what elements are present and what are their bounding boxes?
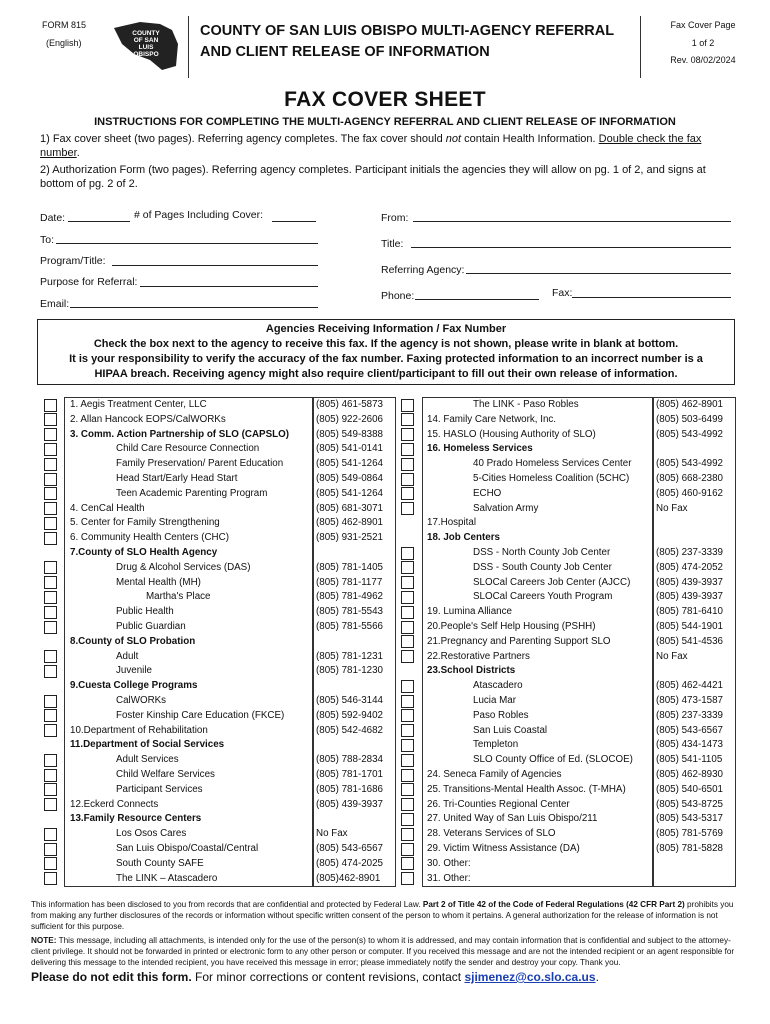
right-checkbox[interactable] [401,458,414,471]
date-label: Date: [40,212,66,224]
right-checkbox[interactable] [401,783,414,796]
right-agency-fax: (805) 543-6567 [656,724,723,736]
left-agency-name: Los Osos Cares [116,828,187,840]
left-agency-name: Drug & Alcohol Services (DAS) [116,561,251,573]
right-agency-name: 14. Family Care Network, Inc. [427,413,557,425]
left-agency-fax: (805) 781-4962 [316,591,383,603]
right-agency-name: 30. Other: [427,857,471,869]
left-agency-name: 2. Allan Hancock EOPS/CalWORKs [70,413,226,425]
right-agency-name: SLOCal Careers Youth Program [473,591,613,603]
left-checkbox[interactable] [44,517,57,530]
left-agency-fax: (805) 592-9402 [316,709,383,721]
disclaimer-regulation: Part 2 of Title 42 of the Code of Federal Regulations (42 CFR Part 2) [422,900,685,909]
left-agency-fax: (805) 462-8901 [316,517,383,529]
right-agency-name: Lucia Mar [473,695,517,706]
instruction-text: 1) Fax cover sheet (two pages). Referring agency completes. The fax cover should [40,133,446,145]
from-field[interactable] [413,221,731,222]
right-agency-fax: (805) 543-4992 [656,458,723,470]
right-agency-name: DSS - South County Job Center [473,561,612,573]
right-agency-name: 26. Tri-Counties Regional Center [427,798,570,810]
right-checkbox[interactable] [401,754,414,767]
footer-bold: Please do not edit this form. [31,970,192,984]
instruction-text: . [76,147,80,159]
left-agency-fax: (805) 781-1405 [316,561,383,573]
right-agency-fax: (805) 474-2052 [656,561,723,573]
right-checkbox[interactable] [401,428,414,441]
left-agency-name: Child Care Resource Connection [116,443,260,455]
right-agency-fax: (805) 543-5317 [656,813,723,825]
left-agency-name: 4. CenCal Health [70,502,145,514]
right-agency-name: 40 Prado Homeless Services Center [473,458,632,470]
agencies-box-line3: HIPAA breach. [94,368,173,380]
left-agency-fax: No Fax [316,828,348,840]
page-title: FAX COVER SHEET [284,88,486,111]
left-agency-fax: (805) 549-0864 [316,473,383,484]
disclaimer-paragraph [31,899,743,932]
phone-label: Phone: [381,290,415,302]
right-agency-name: 24. Seneca Family of Agencies [427,769,562,780]
form-title-line1: COUNTY OF SAN LUIS OBISPO MULTI-AGENCY REFERRAL [200,23,615,39]
left-agency-name: The LINK – Atascadero [116,872,218,884]
left-agency-name: Teen Academic Parenting Program [116,487,268,499]
right-agency-name: SLO County Office of Ed. (SLOCOE) [473,754,633,766]
right-checkbox[interactable] [401,606,414,619]
logo-text: OBISPO [133,51,159,58]
right-agency-name: 15. HASLO (Housing Authority of SLO) [427,428,596,440]
right-agency-fax: (805) 781-5828 [656,843,723,854]
left-agency-fax: (805) 931-2521 [316,532,383,544]
right-checkbox[interactable] [401,680,414,693]
right-checkbox[interactable] [401,399,414,412]
right-agency-name: 27. United Way of San Luis Obispo/211 [427,813,598,825]
right-agency-fax: No Fax [656,502,688,514]
right-checkbox[interactable] [401,635,414,648]
left-checkbox[interactable] [44,754,57,767]
email-field[interactable] [70,307,318,308]
instructions-title: INSTRUCTIONS FOR COMPLETING THE MULTI-AGENCY REFERRAL AND CLIENT RELEASE OF INFORMATION [94,116,676,128]
note-text: This message, including all attachments, is intended only for the use of the person(s) to whom it is addressed, and may contain information that is confidential and subject to the attorney-client privilege. It should not be forwarded in printed or electronic form to any other person or computer. If you received this message and are not the intended recipient or an agent responsible for delivering this message to the intended recipient, you have received this message in error; please immediately notify the sender and destroy your copy. Thank you. [31,936,735,967]
right-agency-fax: (805) 237-3339 [656,547,723,558]
right-checkbox[interactable] [401,621,414,634]
left-checkbox[interactable] [44,828,57,841]
left-agency-name: Foster Kinship Care Education (FKCE) [116,709,285,721]
left-agency-fax: (805) 549-8388 [316,428,383,440]
right-agency-name: Templeton [473,739,519,751]
footer-text: For minor corrections or content revisions, contact [191,970,465,984]
left-agency-fax: (805) 439-3937 [316,798,383,810]
right-agency-fax: No Fax [656,650,688,662]
left-agency-fax: (805) 541-1264 [316,458,383,470]
left-agency-name: 12.Eckerd Connects [70,798,159,810]
revision-date: Rev. 08/02/2024 [670,55,736,65]
left-agency-fax: (805) 546-3144 [316,695,383,706]
left-checkbox[interactable] [44,428,57,441]
left-agency-fax: (805) 781-1231 [316,650,383,662]
right-agency-name: DSS - North County Job Center [473,547,611,558]
right-agency-name: 5-Cities Homeless Coalition (5CHC) [473,473,630,484]
left-agency-fax: (805) 781-5566 [316,621,383,632]
right-agency-fax: (805) 543-8725 [656,798,723,810]
email-label: Email: [40,298,70,310]
left-checkbox[interactable] [44,458,57,471]
left-agency-name: Martha's Place [146,591,211,603]
right-checkbox[interactable] [401,828,414,841]
instruction-underline: Double check the fax number [40,133,702,159]
program-label: Program/Title: [40,255,106,267]
left-agency-name: Child Welfare Services [116,769,215,780]
left-agency-fax: (805) 788-2834 [316,754,383,766]
right-agency-fax: (805) 462-4421 [656,680,723,692]
left-agency-fax: (805) 781-1230 [316,665,383,677]
left-checkbox[interactable] [44,606,57,619]
referring-agency-label: Referring Agency: [381,264,465,276]
form-language: (English) [46,38,82,48]
left-checkbox[interactable] [44,665,57,678]
left-checkbox[interactable] [44,473,57,486]
right-checkbox[interactable] [401,739,414,752]
agencies-box-line2: It is your responsibility to verify the accuracy of the fax number. Faxing protected information to an incorrect number is a [69,353,703,365]
right-checkbox[interactable] [401,487,414,500]
right-checkbox[interactable] [401,561,414,574]
left-agency-name: 11.Department of Social Services [70,739,225,751]
purpose-label: Purpose for Referral: [40,276,138,288]
left-agency-name: Public Guardian [116,621,186,632]
purpose-field[interactable] [140,286,318,287]
right-agency-name: Paso Robles [473,709,529,721]
left-agency-name: San Luis Obispo/Coastal/Central [116,843,259,854]
right-agency-name: 29. Victim Witness Assistance (DA) [427,843,580,854]
left-checkbox[interactable] [44,591,57,604]
header-divider [640,16,641,78]
left-agency-fax: (805) 461-5873 [316,399,383,410]
left-checkbox[interactable] [44,487,57,500]
left-agency-name: 8.County of SLO Probation [70,635,196,647]
left-agency-name: Family Preservation/ Parent Education [116,458,284,470]
right-agency-name: Atascadero [473,680,523,692]
left-checkbox[interactable] [44,724,57,737]
right-agency-fax: (805) 434-1473 [656,739,723,751]
left-agency-name: 10.Department of Rehabilitation [70,724,208,736]
right-agency-name: 20.People's Self Help Housing (PSHH) [427,621,596,632]
page-label: Fax Cover Page [670,20,736,30]
right-checkbox[interactable] [401,872,414,885]
right-checkbox[interactable] [401,413,414,426]
left-agency-name: Juvenile [116,665,152,677]
right-agency-fax: (805) 543-4992 [656,428,723,440]
right-checkbox[interactable] [401,709,414,722]
left-agency-name: South County SAFE [116,857,204,869]
right-agency-name: San Luis Coastal [473,724,548,736]
date-field[interactable] [68,221,130,222]
right-agency-fax: (805) 439-3937 [656,591,723,603]
left-checkbox[interactable] [44,443,57,456]
from-label: From: [381,212,409,224]
right-agency-fax: (805) 541-1105 [656,754,723,766]
left-agency-name: 9.Cuesta College Programs [70,680,198,692]
left-agency-fax: (805) 541-0141 [316,443,383,455]
left-checkbox[interactable] [44,843,57,856]
left-checkbox[interactable] [44,413,57,426]
left-agency-name: 13.Family Resource Centers [70,813,202,825]
left-checkbox[interactable] [44,857,57,870]
program-field[interactable] [112,265,318,266]
right-checkbox[interactable] [401,650,414,663]
left-agency-name: 6. Community Health Centers (CHC) [70,532,229,544]
instruction-emphasis: not [445,133,462,145]
left-agency-name: Participant Services [116,783,203,795]
phone-field[interactable] [415,299,539,300]
right-agency-fax: (805) 540-6501 [656,783,723,795]
left-checkbox[interactable] [44,576,57,589]
agencies-box-line3-bold: Receiving agency might also require client/participant to fill out their own release of information. [172,368,678,380]
agencies-box-title: Agencies Receiving Information / Fax Number [265,323,507,335]
right-agency-fax: (805) 781-6410 [656,606,723,618]
right-agency-fax: (805) 462-8901 [656,399,723,410]
left-agency-name: Public Health [116,606,174,618]
right-agency-fax: (805) 462-8930 [656,769,723,780]
header-divider [188,16,189,78]
left-agency-name: 5. Center for Family Strengthening [70,517,220,529]
left-checkbox[interactable] [44,872,57,885]
right-agency-fax: (805) 237-3339 [656,709,723,721]
left-agency-fax: (805) 542-4682 [316,724,383,736]
note-label: NOTE: [31,936,57,945]
right-agency-fax: (805) 541-4536 [656,635,723,647]
left-checkbox[interactable] [44,621,57,634]
instruction-text: contain Health Information. [461,133,599,145]
left-agency-name: Head Start/Early Head Start [116,473,238,484]
logo-text: OF SAN LUIS [133,37,159,51]
left-checkbox[interactable] [44,561,57,574]
left-agency-fax: (805) 541-1264 [316,487,383,499]
pages-label: # of Pages Including Cover: [134,209,263,221]
left-checkbox[interactable] [44,695,57,708]
left-agency-fax: (805)462-8901 [316,872,381,884]
right-agency-name: 25. Transitions-Mental Health Assoc. (T-MHA) [427,783,626,795]
right-checkbox[interactable] [401,502,414,515]
right-checkbox[interactable] [401,857,414,870]
right-checkbox[interactable] [401,473,414,486]
right-agency-name: 16. Homeless Services [427,443,533,455]
right-checkbox[interactable] [401,724,414,737]
right-agency-fax: (805) 503-6499 [656,413,723,425]
form-number: FORM 815 [42,20,87,30]
title-label: Title: [381,238,404,250]
left-checkbox[interactable] [44,769,57,782]
right-agency-fax: (805) 544-1901 [656,621,723,632]
left-agency-fax: (805) 474-2025 [316,857,383,869]
right-agency-fax: (805) 473-1587 [656,695,723,706]
contact-email-link[interactable]: sjimenez@co.slo.ca.us [464,970,596,984]
left-agency-name: CalWORKs [116,695,167,706]
right-agency-fax: (805) 460-9162 [656,487,723,499]
right-agency-name: 28. Veterans Services of SLO [427,828,556,840]
left-agency-name: Adult [116,650,139,662]
agencies-instructions-box [37,319,735,385]
title-field[interactable] [411,247,731,248]
right-agency-fax: (805) 439-3937 [656,576,723,588]
left-agency-name: Mental Health (MH) [116,576,201,588]
left-agency-name: 3. Comm. Action Partnership of SLO (CAPSLO) [70,428,289,440]
right-agency-fax: (805) 668-2380 [656,473,723,484]
right-checkbox[interactable] [401,798,414,811]
right-checkbox[interactable] [401,576,414,589]
right-agency-name: 17.Hospital [427,517,477,529]
right-agency-name: 18. Job Centers [427,532,500,544]
agencies-box-line1: Check the box next to the agency to receive this fax. If the agency is not shown, please write in blank at bottom. [93,338,679,350]
right-agency-name: SLOCal Careers Job Center (AJCC) [473,576,631,588]
to-label: To: [40,234,55,246]
right-checkbox[interactable] [401,843,414,856]
instruction-item-1 [40,132,730,160]
disclaimer-text: This information has been disclosed to you from records that are confidential and protected by Federal Law. [31,900,423,909]
left-agency-fax: (805) 681-3071 [316,502,383,514]
left-agency-fax: (805) 543-6567 [316,843,383,854]
left-checkbox[interactable] [44,783,57,796]
left-agency-name: Adult Services [116,754,179,766]
left-agency-name: 1. Aegis Treatment Center, LLC [70,399,207,410]
left-agency-fax: (805) 781-1177 [316,576,383,588]
instruction-item-2: 2) Authorization Form (two pages). Referring agency completes. Participant initials the agencies they will allow on pg. 1 of 2, and signs at bottom of pg. 2 of 2. [40,164,706,190]
fax-label: Fax: [552,287,573,299]
right-agency-name: ECHO [473,487,502,499]
left-checkbox[interactable] [44,532,57,545]
left-agency-name: 7.County of SLO Health Agency [70,547,218,558]
footer-text: . [595,970,599,984]
left-agency-fax: (805) 922-2606 [316,413,383,425]
county-logo [112,20,180,72]
left-agency-fax: (805) 781-5543 [316,606,383,618]
right-agency-name: 21.Pregnancy and Parenting Support SLO [427,635,611,647]
right-checkbox[interactable] [401,547,414,560]
pages-field[interactable] [272,221,316,222]
right-agency-fax: (805) 781-5769 [656,828,723,840]
form-title-line2: AND CLIENT RELEASE OF INFORMATION [200,44,490,60]
left-checkbox[interactable] [44,650,57,663]
right-agency-name: 23.School Districts [427,665,516,677]
right-checkbox[interactable] [401,813,414,826]
right-checkbox[interactable] [401,591,414,604]
fax-field[interactable] [572,297,731,298]
to-field[interactable] [56,243,318,244]
logo-text: COUNTY [132,30,160,37]
left-agency-fax: (805) 781-1686 [316,783,383,795]
right-checkbox[interactable] [401,443,414,456]
left-checkbox[interactable] [44,399,57,412]
right-agency-name: Salvation Army [473,502,539,514]
referring-agency-field[interactable] [466,273,731,274]
right-checkbox[interactable] [401,695,414,708]
footer-note [31,970,599,984]
left-checkbox[interactable] [44,798,57,811]
left-checkbox[interactable] [44,502,57,515]
left-agency-fax: (805) 781-1701 [316,769,383,780]
right-agency-name: The LINK - Paso Robles [473,399,579,410]
right-agency-name: 22.Restorative Partners [427,650,530,662]
left-checkbox[interactable] [44,709,57,722]
left-fax-column [312,397,396,887]
right-agency-name: 31. Other: [427,872,471,884]
right-agency-name: 19. Lumina Alliance [427,606,512,618]
note-paragraph [31,935,743,968]
page-number: 1 of 2 [691,38,715,48]
right-checkbox[interactable] [401,769,414,782]
disclaimer-text: prohibits you from making any further disclosures of the records or information without specific written consent of the person to whom it pertains. A general authorization for the release of information is not sufficient for this purpose. [31,900,734,931]
